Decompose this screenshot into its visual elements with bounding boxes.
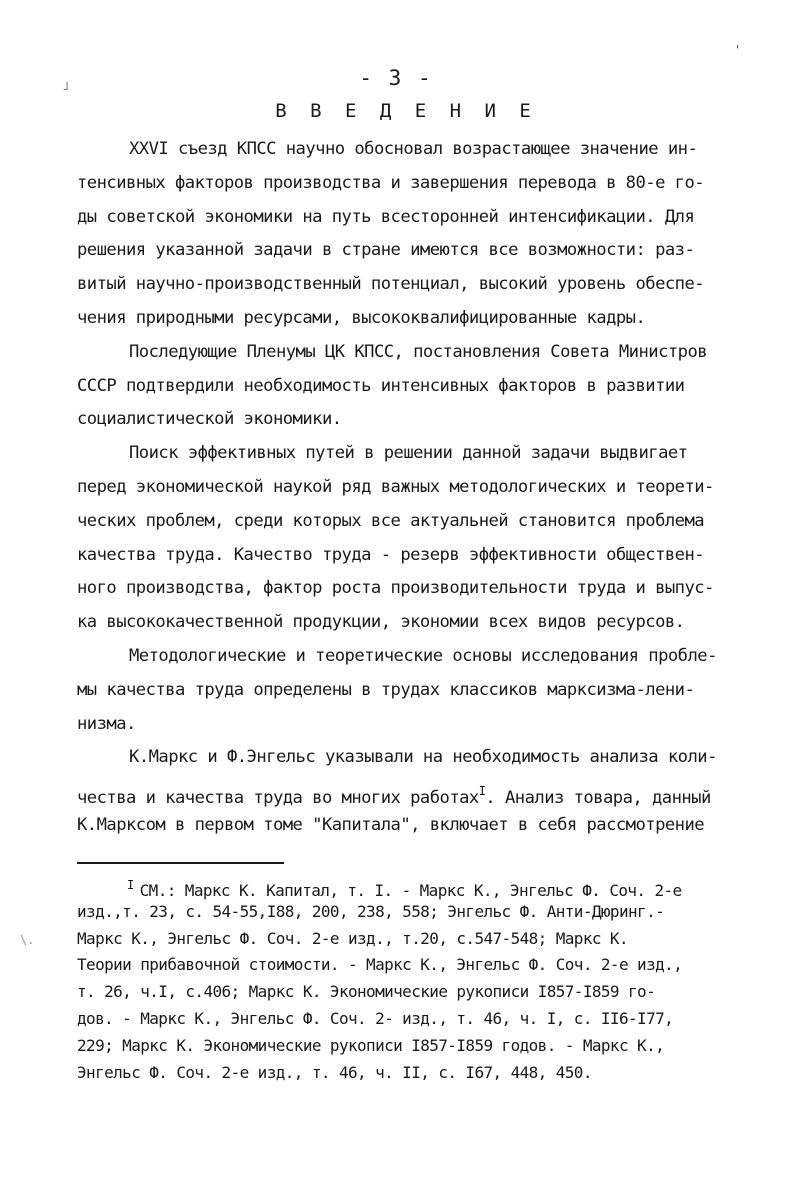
text-line-content: социалистической экономики. bbox=[77, 409, 342, 430]
text-line bbox=[77, 674, 757, 708]
body-text bbox=[77, 133, 757, 843]
footnote-line-content: изд.,т. 23, с. 54-55,I88, 200, 238, 558; Энгельс Ф. Анти-Дюринг.- bbox=[77, 901, 665, 921]
text-line bbox=[77, 640, 757, 674]
text-line-content: XXVI съезд КПСС научно обосновал возрастающее значение ин- bbox=[129, 139, 698, 159]
text-line bbox=[77, 336, 757, 370]
text-line bbox=[77, 572, 757, 606]
text-line-content: ческих проблем, среди которых все актуальней становится проблема bbox=[77, 510, 705, 531]
text-line-content: СССР подтвердили необходимость интенсивных факторов в развитии bbox=[77, 375, 685, 396]
scan-mark-left: \. bbox=[20, 933, 35, 947]
footnote-separator bbox=[77, 862, 284, 864]
text-line-content: Поиск эффективных путей в решении данной задачи выдвигает bbox=[129, 443, 688, 464]
text-line-content: Методологические и теоретические основы исследования пробле- bbox=[129, 645, 717, 666]
text-line bbox=[77, 809, 757, 843]
footnote-line bbox=[77, 1006, 777, 1033]
text-line-content: ного производства, фактор роста производительности труда и выпус- bbox=[77, 578, 714, 599]
text-line bbox=[77, 606, 757, 640]
text-line bbox=[77, 234, 757, 268]
text-line bbox=[77, 741, 757, 775]
scan-mark-top-left: ˩ bbox=[62, 79, 70, 93]
text-line-content: перед экономической наукой ряд важных методологических и теорети- bbox=[77, 476, 714, 497]
text-line bbox=[77, 403, 757, 437]
footnote-line bbox=[77, 899, 777, 926]
text-line-content: решения указанной задачи в стране имеются все возможности: раз- bbox=[77, 240, 695, 261]
footnote-line-content: Теории прибавочной стоимости. - Маркс К., Энгельс Ф. Соч. 2-е изд., bbox=[77, 955, 683, 975]
text-line bbox=[77, 437, 757, 471]
text-line bbox=[77, 167, 757, 201]
text-line-content: качества труда. Качество труда - резерв эффективности обществен- bbox=[77, 544, 705, 565]
footnote-line bbox=[77, 1060, 777, 1087]
text-line-content: К.Марксом в первом томе "Капитала", включает в себя рассмотрение bbox=[77, 814, 705, 835]
text-line-content: ка высококачественной продукции, экономии всех видов ресурсов. bbox=[77, 612, 685, 633]
footnote-line bbox=[77, 926, 777, 953]
text-line bbox=[77, 539, 757, 573]
footnote-line bbox=[77, 979, 777, 1006]
text-line-content: Последующие Пленумы ЦК КПСС, постановления Совета Министров bbox=[129, 341, 708, 362]
footnote-line bbox=[77, 952, 777, 979]
footnote-line-content: Маркс К., Энгельс Ф. Соч. 2-е изд., т.20, с.547-548; Маркс К. bbox=[77, 928, 629, 948]
section-heading: В В Е Д Е Н И Е bbox=[275, 100, 537, 122]
footnote-line-content: т. 26, ч.I, с.406; Маркс К. Экономические рукописи I857-I859 го- bbox=[77, 982, 656, 1002]
text-line bbox=[77, 370, 757, 404]
text-line bbox=[77, 302, 757, 336]
footnote-line bbox=[77, 872, 777, 899]
text-line bbox=[77, 775, 757, 809]
text-line-content: тенсивных факторов производства и завершения перевода в 80-е го- bbox=[77, 172, 705, 193]
text-line bbox=[77, 133, 757, 167]
footnote-line-content: СМ.: Маркс К. Капитал, т. I. - Маркс К., Энгельс Ф. Соч. 2-е bbox=[139, 881, 682, 900]
footnote-marker: I bbox=[127, 878, 134, 892]
text-line bbox=[77, 708, 757, 742]
text-line-content: К.Маркс и Ф.Энгельс указывали на необходимость анализа коли- bbox=[129, 747, 717, 768]
text-line-content: витый научно-производственный потенциал, высокий уровень обеспе- bbox=[77, 274, 705, 295]
scan-mark-top-right: ' bbox=[734, 43, 742, 57]
footnote-line-content: 229; Маркс К. Экономические рукописи I857-I859 годов. - Маркс К., bbox=[77, 1035, 665, 1055]
text-line-content: низма. bbox=[77, 713, 136, 734]
text-line bbox=[77, 268, 757, 302]
text-line bbox=[77, 505, 757, 539]
text-line-content: чества и качества труда во многих работах bbox=[77, 788, 479, 809]
text-line bbox=[77, 471, 757, 505]
footnote-line-content: дов. - Маркс К., Энгельс Ф. Соч. 2- изд., т. 46, ч. I, с. II6-I77, bbox=[77, 1008, 674, 1028]
text-line-content: чения природными ресурсами, высококвалифицированные кадры. bbox=[77, 307, 646, 328]
footnote-reference[interactable]: I bbox=[478, 784, 486, 799]
footnote-line-content: Энгельс Ф. Соч. 2-е изд., т. 46, ч. II, с. I67, 448, 450. bbox=[77, 1062, 592, 1082]
page-number: - 3 - bbox=[359, 66, 433, 90]
footnote-line bbox=[77, 1033, 777, 1060]
footnote bbox=[77, 872, 777, 1086]
text-line bbox=[77, 201, 757, 235]
text-line-content: мы качества труда определены в трудах классиков марксизма-лени- bbox=[77, 679, 695, 700]
text-line-content: . Анализ товара, данный bbox=[485, 788, 711, 809]
text-line-content: ды советской экономики на путь всесторонней интенсификации. Для bbox=[77, 206, 695, 227]
